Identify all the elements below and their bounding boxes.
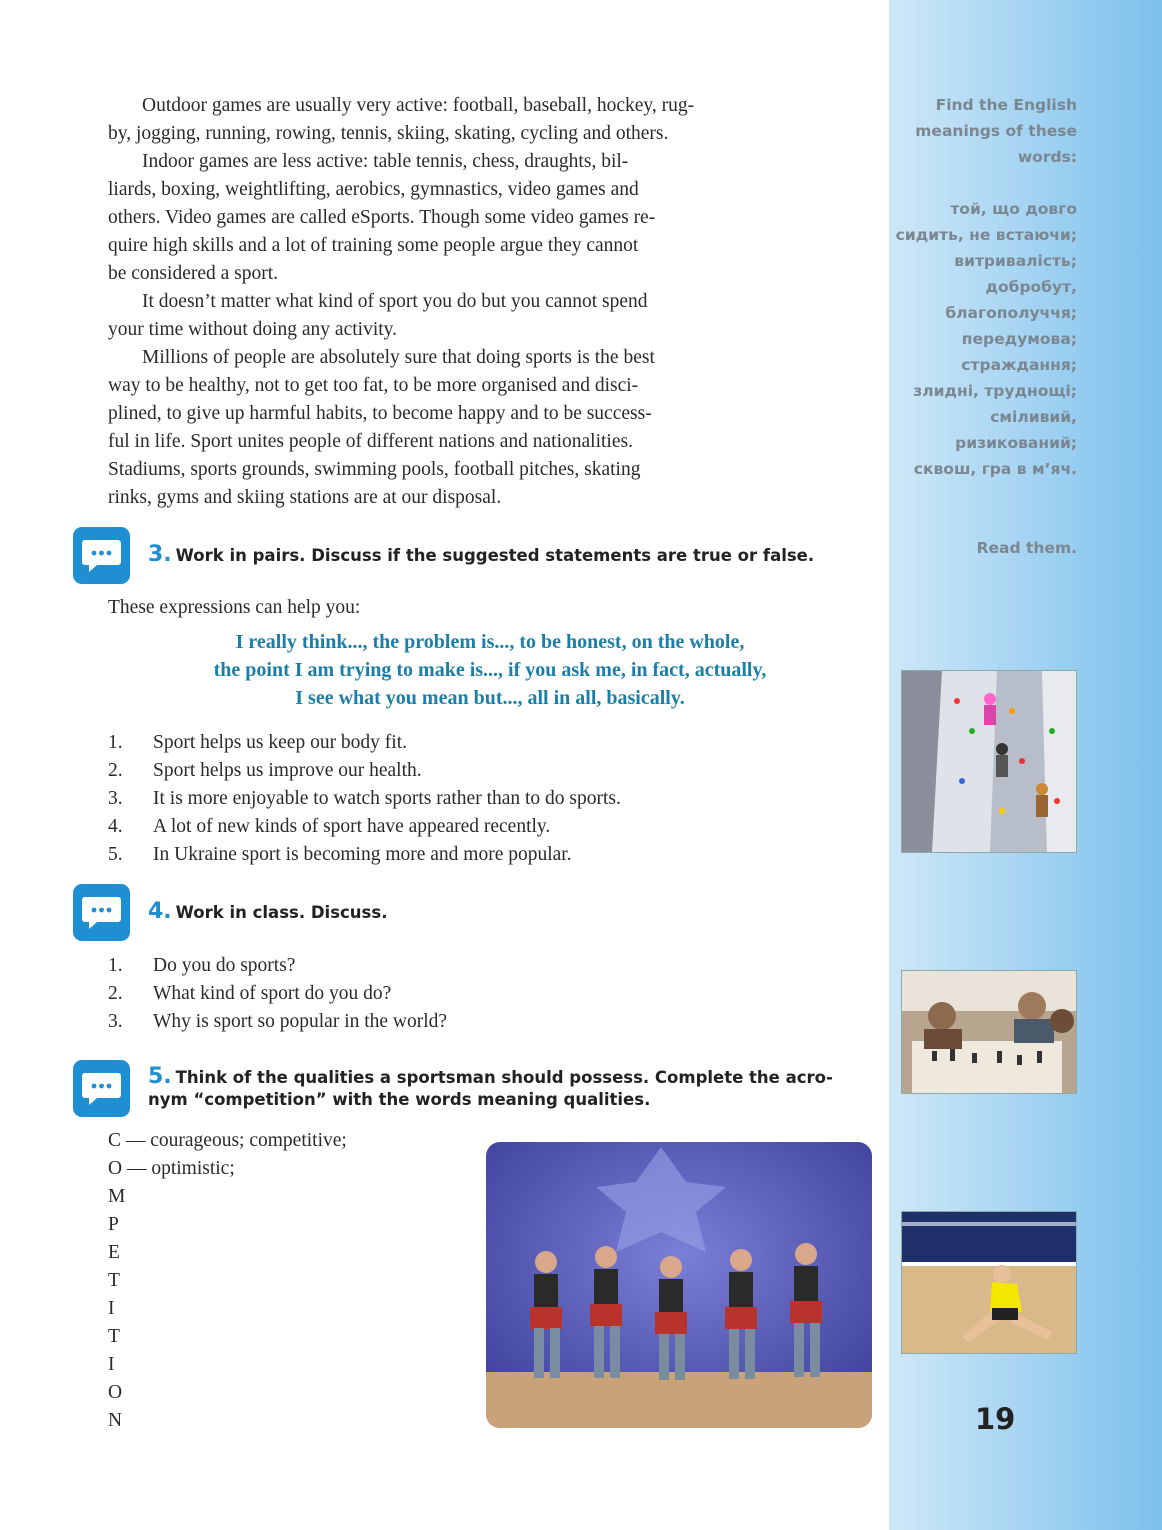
item-text: Why is sport so popular in the world? xyxy=(153,1011,448,1032)
task-4-questions xyxy=(108,952,447,1036)
text-line: plined, to give up harmful habits, to become happy and to be success- xyxy=(108,403,652,424)
sidebar-word: злидні, труднощі; xyxy=(913,382,1077,400)
task-number: 3. xyxy=(148,542,172,567)
acronym-list xyxy=(108,1127,347,1435)
paragraph-millions xyxy=(108,344,872,512)
acronym-line: P xyxy=(108,1214,119,1235)
text-line: rinks, gyms and skiing stations are at our disposal. xyxy=(108,487,502,508)
chess-players-photo xyxy=(901,970,1077,1094)
task-instruction-line: Think of the qualities a sportsman should possess. Complete the acro- xyxy=(175,1068,833,1087)
acronym-line: T xyxy=(108,1270,120,1291)
text-line: way to be healthy, not to get too fat, to be more organised and disci- xyxy=(108,375,639,396)
task-number: 5. xyxy=(148,1064,172,1089)
item-number: 4. xyxy=(108,816,123,837)
text-line: It doesn’t matter what kind of sport you do but you cannot spend xyxy=(142,291,648,312)
acronym-line: C — courageous; competitive; xyxy=(108,1130,347,1151)
paragraph-activity xyxy=(108,288,872,344)
task-number: 4. xyxy=(148,899,172,924)
list-item xyxy=(108,729,621,757)
paragraph-indoor-games xyxy=(108,148,872,288)
page-number: 19 xyxy=(975,1402,1016,1436)
item-number: 1. xyxy=(108,955,123,976)
acronym-line: I xyxy=(108,1354,115,1375)
sidebar-word: передумова; xyxy=(961,330,1077,348)
sidebar-word: благополуччя; xyxy=(945,304,1077,322)
list-item xyxy=(108,757,621,785)
task-5-title xyxy=(148,1066,874,1111)
task-3-statements xyxy=(108,729,621,869)
acronym-line: N xyxy=(108,1410,123,1431)
task-instruction-line: nym “competition” with the words meaning qualities. xyxy=(148,1090,651,1109)
list-item xyxy=(108,952,447,980)
text-line: by, jogging, running, rowing, tennis, skiing, skating, cycling and others. xyxy=(108,123,669,144)
list-item xyxy=(108,1008,447,1036)
item-number: 3. xyxy=(108,788,123,809)
sidebar-word: сміливий, xyxy=(990,408,1077,426)
item-text: What kind of sport do you do? xyxy=(153,983,392,1004)
task-3-title xyxy=(148,544,874,567)
item-number: 5. xyxy=(108,844,123,865)
list-item xyxy=(108,980,447,1008)
text-line: Indoor games are less active: table tennis, chess, draughts, bil- xyxy=(142,151,629,172)
text-line: be considered a sport. xyxy=(108,263,279,284)
text-line: Stadiums, sports grounds, swimming pools, football pitches, skating xyxy=(108,459,641,480)
item-text: Do you do sports? xyxy=(153,955,296,976)
text-line: liards, boxing, weightlifting, aerobics, gymnastics, video games and xyxy=(108,179,639,200)
expression-line: I really think..., the problem is..., to be honest, on the whole, xyxy=(235,631,745,653)
sidebar-word: той, що довго xyxy=(950,200,1077,218)
helper-text: These expressions can help you: xyxy=(108,597,361,618)
item-text: A lot of new kinds of sport have appeared recently. xyxy=(153,816,551,837)
acronym-line: E xyxy=(108,1242,120,1263)
sidebar-word: сидить, не встаючи; xyxy=(895,226,1077,244)
speech-bubble-icon xyxy=(73,527,130,584)
text-line: Outdoor games are usually very active: football, baseball, hockey, rug- xyxy=(142,95,695,116)
item-text: It is more enjoyable to watch sports rather than to do sports. xyxy=(153,788,621,809)
acronym-line: I xyxy=(108,1298,115,1319)
list-item xyxy=(108,841,621,869)
sidebar-word: страждання; xyxy=(961,356,1077,374)
sidebar-heading: Find the English meanings of these words: xyxy=(915,96,1077,166)
sidebar-word-list xyxy=(887,196,1077,482)
item-number: 2. xyxy=(108,760,123,781)
dance-group-photo xyxy=(486,1142,872,1428)
expression-line: the point I am trying to make is..., if you ask me, in fact, actually, xyxy=(213,659,767,681)
item-number: 3. xyxy=(108,1011,123,1032)
climbing-wall-photo xyxy=(901,670,1077,853)
text-line: your time without doing any activity. xyxy=(108,319,398,340)
speech-bubble-icon xyxy=(73,1060,130,1117)
sidebar-read-them: Read them. xyxy=(976,539,1077,557)
speech-bubble-icon xyxy=(73,884,130,941)
text-line: Millions of people are absolutely sure that doing sports is the best xyxy=(142,347,655,368)
paragraph-outdoor-games xyxy=(108,92,872,148)
task-instruction: Work in pairs. Discuss if the suggested statements are true or false. xyxy=(175,546,815,565)
text-line: others. Video games are called eSports. Though some video games re- xyxy=(108,207,656,228)
item-text: Sport helps us improve our health. xyxy=(153,760,422,781)
task-4-title xyxy=(148,901,874,924)
acronym-line: T xyxy=(108,1326,120,1347)
acronym-line: O — optimistic; xyxy=(108,1158,235,1179)
list-item xyxy=(108,813,621,841)
item-number: 1. xyxy=(108,732,123,753)
expressions-block xyxy=(108,628,872,712)
item-text: In Ukraine sport is becoming more and more popular. xyxy=(153,844,572,865)
acronym-line: O xyxy=(108,1382,123,1403)
acronym-line: M xyxy=(108,1186,126,1207)
volleyball-photo xyxy=(901,1211,1077,1354)
sidebar-word: ризикований; xyxy=(955,434,1077,452)
list-item xyxy=(108,785,621,813)
item-text: Sport helps us keep our body fit. xyxy=(153,732,408,753)
task-instruction: Work in class. Discuss. xyxy=(175,903,388,922)
text-line: quire high skills and a lot of training some people argue they cannot xyxy=(108,235,639,256)
sidebar-word: добробут, xyxy=(985,278,1077,296)
sidebar-word: сквош, гра в м’яч. xyxy=(913,460,1077,478)
sidebar-word: витривалість; xyxy=(954,252,1077,270)
expression-line: I see what you mean but..., all in all, basically. xyxy=(295,687,685,709)
text-line: ful in life. Sport unites people of different nations and nationalities. xyxy=(108,431,633,452)
item-number: 2. xyxy=(108,983,123,1004)
